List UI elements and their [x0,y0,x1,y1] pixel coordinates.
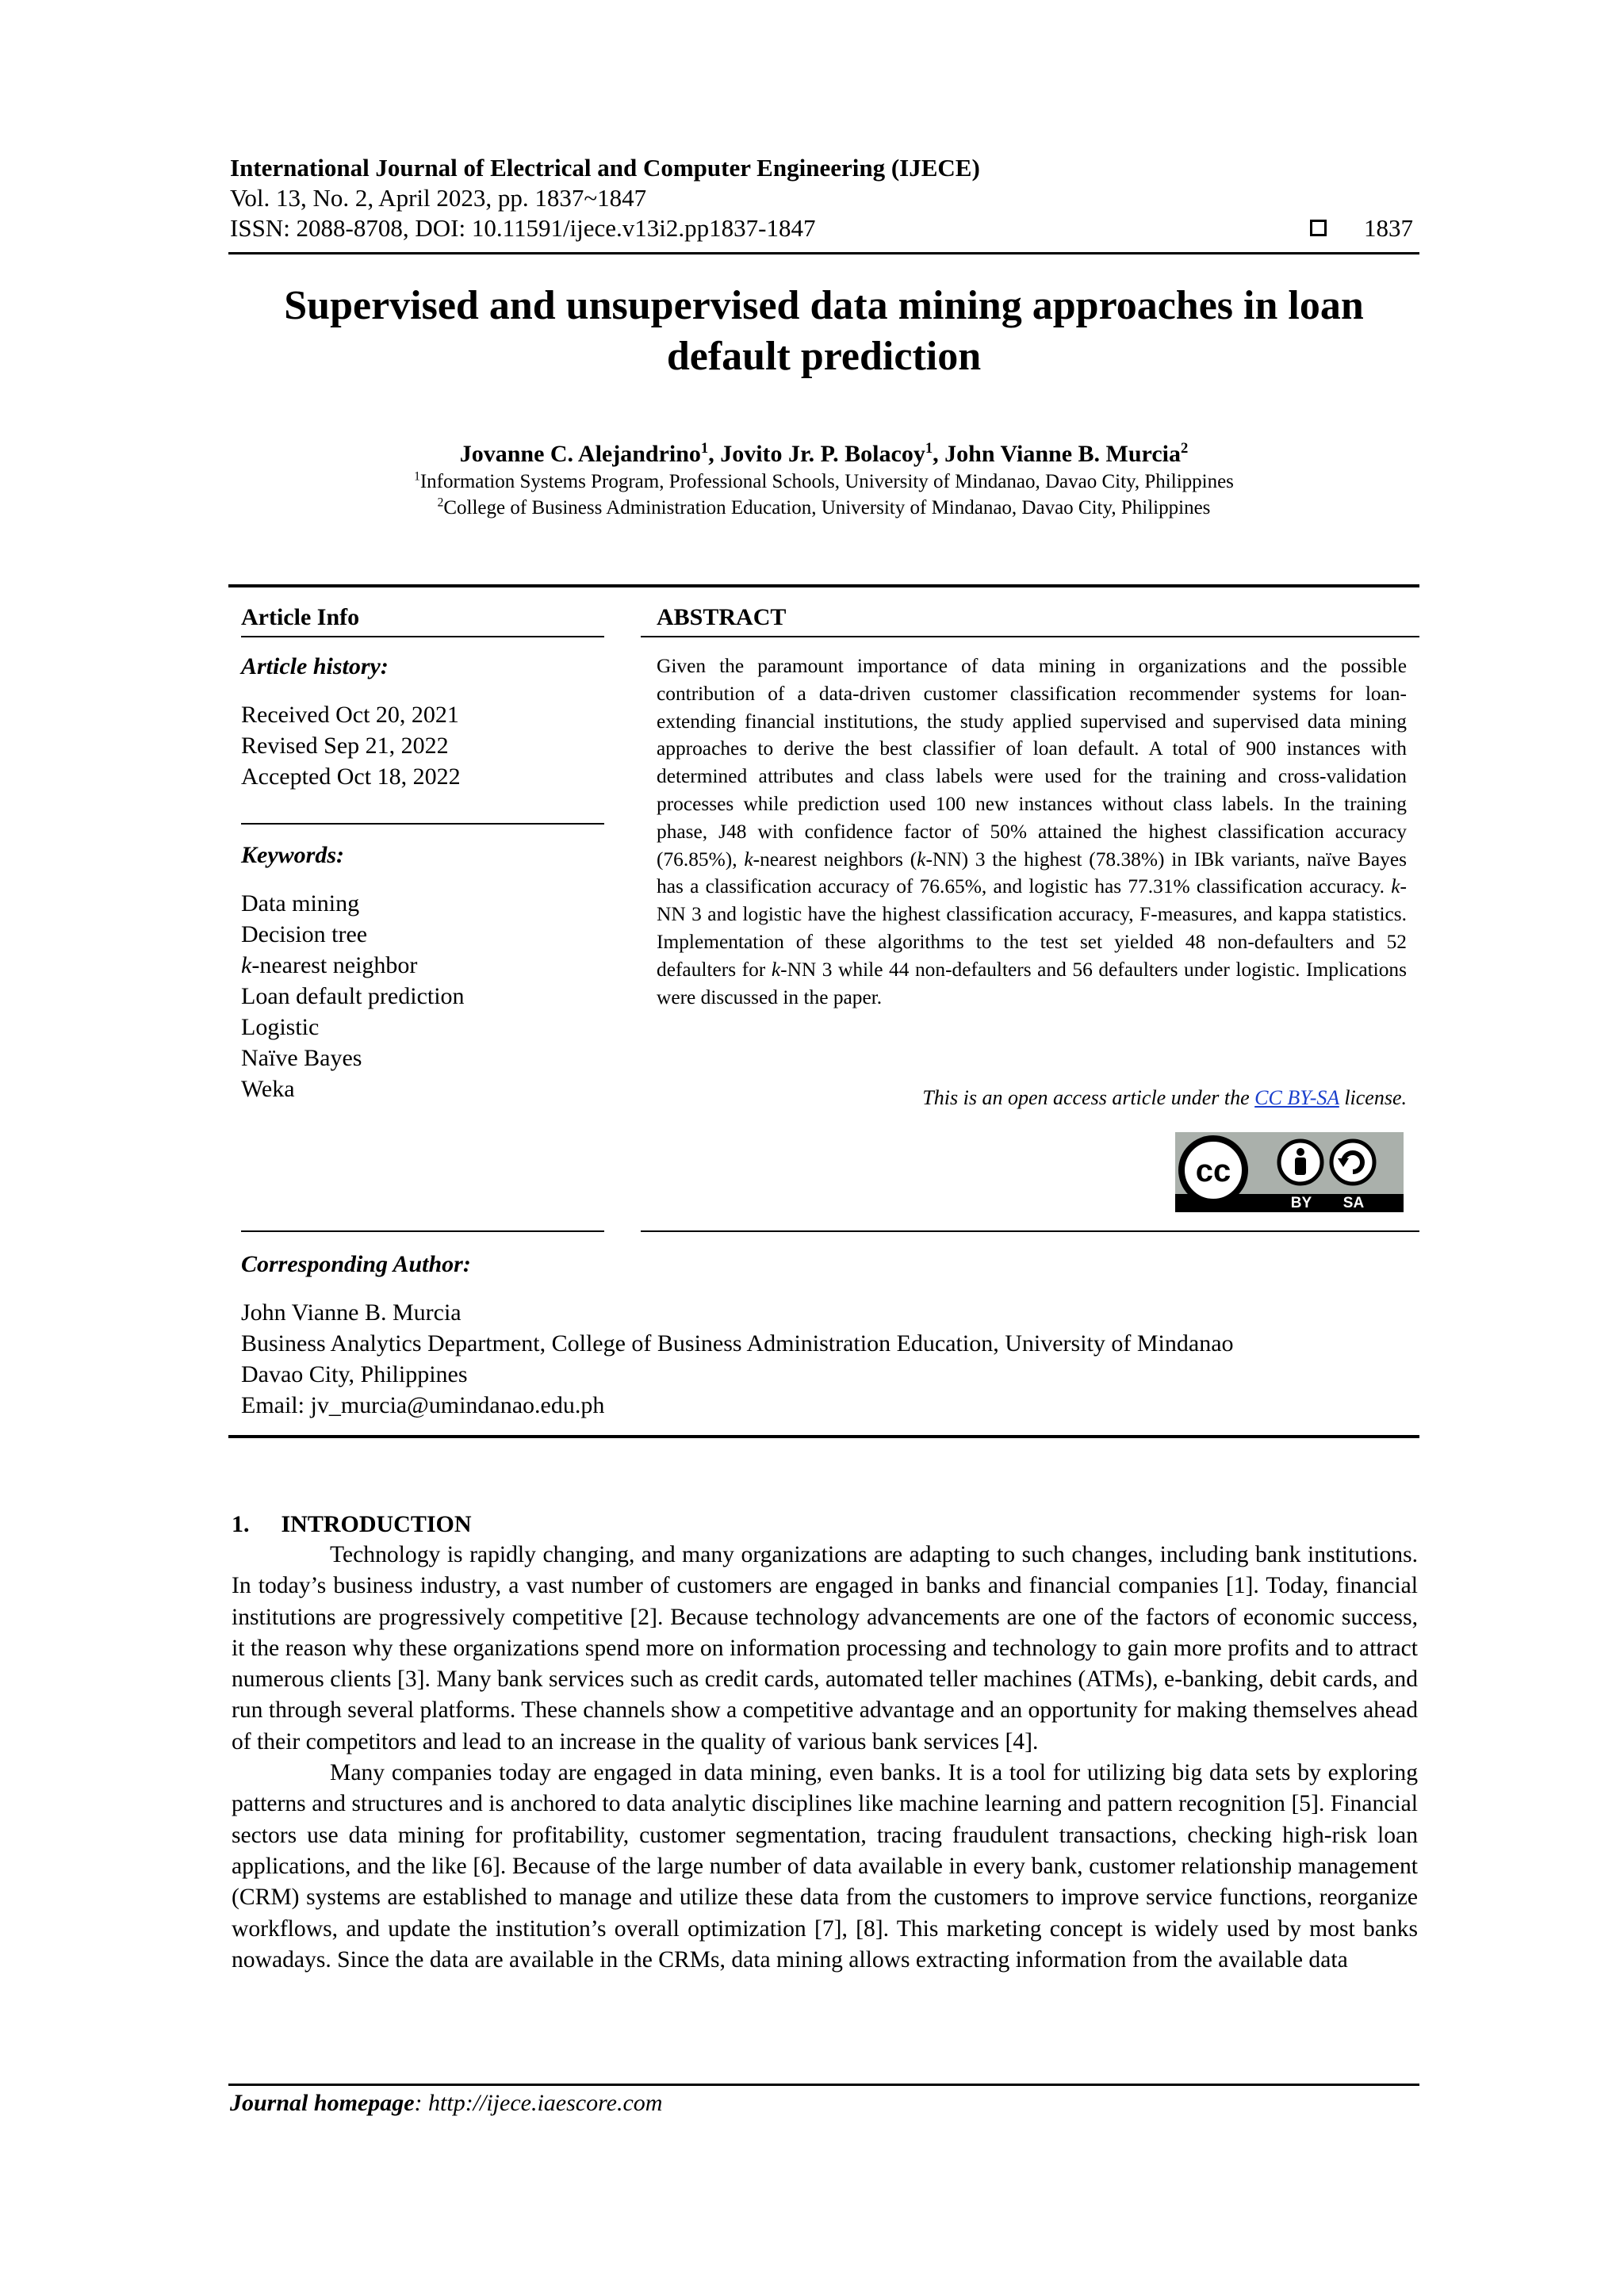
article-history [241,699,461,792]
journal-name: International Journal of Electrical and Computer Engineering (IJECE) [230,154,980,182]
issn-doi-line: ISSN: 2088-8708, DOI: 10.11591/ijece.v13i2.pp1837-1847 [230,214,816,242]
abstract-heading: ABSTRACT [657,604,787,630]
introduction-body [232,1540,1418,1976]
article-info-underline [241,636,604,637]
abstract-text: Given the paramount importance of data mining in organizations and the possible contribution of a data-driven customer classification recommender systems for loan-extending financial institutions, the study applied supervised and supervised data mining approaches to derive the best classifier of loan default. A total of 900 instances with determined attributes and class labels were used for the training and cross-validation processes while prediction used 100 new instances without class labels. In the training phase, J48 with confidence factor of 50% attained the highest classification accuracy (76.85%), k-nearest neighbors (k-NN) 3 the highest (78.38%) in IBk variants, naïve Bayes has a classification accuracy of 76.65%, and logistic has 77.31% classification accuracy. k-NN 3 and logistic have the highest classification accuracy, F-measures, and kappa statistics. Implementation of these algorithms to the test set yielded 48 non-defaulters and 52 defaulters for k-NN 3 while 44 non-defaulters and 56 defaulters under logistic. Implications were discussed in the paper. [657,655,1408,1008]
homepage-url[interactable]: : http://ijece.iaescore.com [414,2090,663,2116]
corresponding-author-heading: Corresponding Author: [241,1251,471,1277]
open-access-suffix: license. [1339,1086,1407,1109]
accepted-date: Accepted Oct 18, 2022 [241,763,461,790]
corresponding-name: John Vianne B. Murcia [241,1299,462,1326]
header-rule [228,252,1419,254]
section-number: 1. [232,1511,250,1537]
affiliation-text: College of Business Administration Education, University of Mindanao, Davao City, Philippines [443,497,1211,519]
abstract-divider [641,1230,1419,1232]
keyword: Loan default prediction [241,983,465,1009]
history-divider [241,823,604,825]
author-name: Jovanne C. Alejandrino [459,441,701,467]
affiliation-mark: 1 [414,469,420,484]
corresponding-author-details [241,1297,1415,1421]
info-box-top-rule [228,584,1419,587]
title-line-2: default prediction [666,334,982,379]
author-affiliation-mark: 1 [700,440,709,457]
homepage-label: Journal homepage [230,2090,415,2116]
keyword-text: -nearest neighbor [251,952,418,978]
received-date: Received Oct 20, 2021 [241,702,459,728]
corresponding-email[interactable]: Email: jv_murcia@umindanao.edu.ph [241,1392,605,1418]
keyword: Decision tree [241,921,368,947]
keyword: Data mining [241,890,360,916]
paragraph: Many companies today are engaged in data mining, even banks. It is a tool for utilizing big data sets by exploring patterns and structures and is anchored to data analytic disciplines like machine learning and pattern recognition [5]. Financial sectors use data mining for profitability, customer segmentation, tracing fraudulent transactions, checking high-risk loan applications, and the like [6]. Because of the large number of data available in every bank, customer relationship management (CRM) systems are established to manage and utilize these data from the customers to improve service functions, reorganize workflows, and update the institution’s overall optimization [7], [8]. This marketing concept is widely used by most banks nowadays. Since the data are available in the CRMs, data mining allows extracting information from the available data [232,1760,1418,1973]
open-access-text: This is an open access article under the [922,1086,1255,1109]
keyword-k-prefix: k [241,952,252,978]
keywords-heading: Keywords: [241,842,344,868]
author-affiliation-mark: 2 [1180,440,1189,457]
keyword: Weka [241,1076,295,1102]
section-heading-introduction [232,1511,472,1538]
paper-title [228,281,1419,382]
revised-date: Revised Sep 21, 2022 [241,733,449,759]
title-line-1: Supervised and unsupervised data mining approaches in loan [284,283,1364,328]
author-name: John Vianne B. Murcia [944,441,1181,467]
square-bullet-icon [1310,220,1327,236]
affiliation-2 [228,497,1419,519]
article-info-heading: Article Info [241,604,360,630]
keywords-divider [241,1230,604,1232]
share-alike-icon [1331,1141,1374,1184]
author-name: Jovito Jr. P. Bolacoy [720,441,925,467]
section-title: INTRODUCTION [281,1511,472,1537]
keyword-list [241,888,465,1104]
svg-text:cc: cc [1195,1154,1231,1188]
open-access-notice [657,1086,1407,1110]
keyword: Naïve Bayes [241,1045,362,1071]
affiliation-mark: 2 [437,496,444,510]
corresponding-department: Business Analytics Department, College of Business Administration Education, University of Mindanao [241,1330,1234,1357]
page-number: 1837 [1364,214,1413,242]
cc-sa-label: SA [1342,1195,1365,1211]
article-history-heading: Article history: [241,653,389,679]
paragraph: Technology is rapidly changing, and many organizations are adapting to such changes, including bank institutions. In today’s business industry, a vast number of customers are engaged in banks and financial companies [1]. Today, financial institutions are progressively competitive [2]. Because technology advancements are one of the factors of economic success, it the reason why these organizations spend more on information processing and technology to gain more profits and to attract numerous clients [3]. Many bank services such as credit cards, automated teller machines (ATMs), e-banking, debit cards, and run through several platforms. These channels show a competitive advantage and an opportunity for making themselves ahead of their competitors and lead to an increase in the quality of various bank services [4]. [232,1542,1418,1755]
abstract-underline [641,636,1419,637]
affiliation-text: Information Systems Program, Professional Schools, University of Mindanao, Davao City, Philippines [419,471,1234,492]
abstract-body [657,652,1407,1011]
corresponding-city: Davao City, Philippines [241,1361,468,1387]
affiliation-1 [228,471,1419,493]
license-link[interactable]: CC BY-SA [1254,1086,1339,1109]
keyword: Logistic [241,1014,320,1040]
volume-line: Vol. 13, No. 2, April 2023, pp. 1837~1847 [230,184,647,212]
cc-by-sa-badge[interactable] [1175,1132,1404,1212]
footer-rule [228,2084,1419,2086]
journal-homepage [230,2090,662,2117]
author-list: Jovanne C. Alejandrino$^1$, Jovito Jr. P. Bolacoy$^1$, John Vianne B. Murcia$^2$ [459,440,1189,467]
info-box-bottom-rule [228,1435,1419,1438]
author-affiliation-mark: 1 [925,440,933,457]
keyword [241,950,465,981]
cc-by-label: BY [1290,1195,1312,1211]
